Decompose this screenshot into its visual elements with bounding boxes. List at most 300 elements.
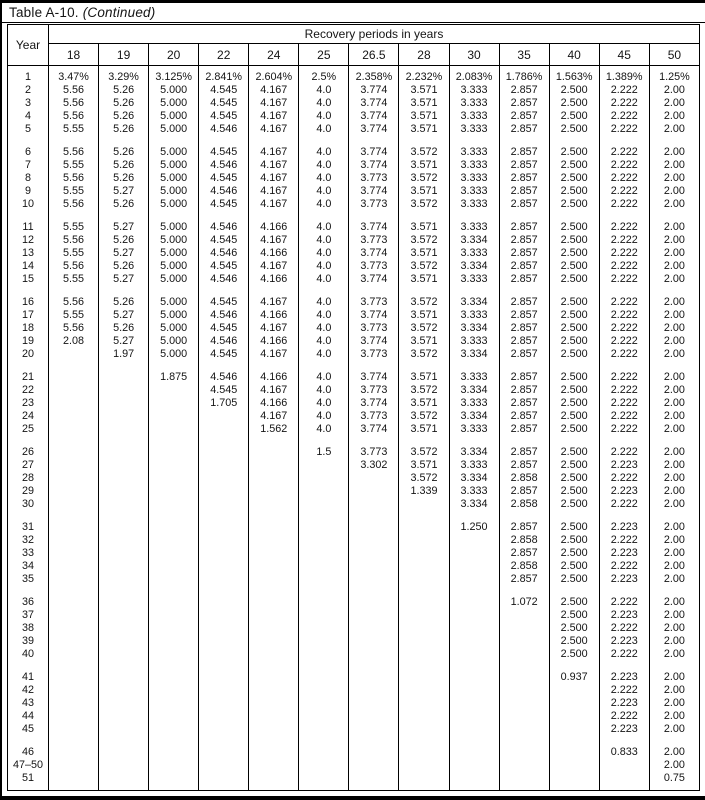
rate-cell: 3.125% [149,71,199,84]
rate-cell: 5.000 [149,146,199,159]
table-row [8,547,700,560]
table-row [8,335,700,348]
rate-cell [399,560,449,573]
rate-cell: 2.00 [649,596,699,609]
spacer-cell [549,511,599,521]
rate-cell: 0.833 [599,746,649,759]
rate-cell: 2.00 [649,273,699,286]
rate-cell: 4.166 [249,309,299,322]
year-cell: 19 [8,335,49,348]
page-top-rule [0,0,705,3]
rate-cell: 2.00 [649,498,699,511]
page-bottom-rule [0,796,705,800]
year-cell: 13 [8,247,49,260]
rate-cell: 4.167 [249,185,299,198]
rate-cell: 2.222 [599,397,649,410]
rate-cell [449,609,499,622]
rate-cell [149,560,199,573]
rate-cell [449,671,499,684]
rate-cell: 4.0 [299,247,349,260]
rate-cell: 5.000 [149,110,199,123]
rate-cell: 5.56 [49,296,99,309]
rate-cell: 5.000 [149,234,199,247]
table-row [8,185,700,198]
spacer-cell [299,436,349,446]
rate-cell: 2.857 [499,198,549,211]
rate-cell [299,521,349,534]
rate-cell: 2.222 [599,534,649,547]
rate-cell [249,560,299,573]
spacer-cell [649,661,699,671]
rate-cell: 2.857 [499,309,549,322]
rate-cell [49,746,99,759]
rate-cell: 3.333 [449,146,499,159]
rate-cell [49,648,99,661]
spacer-cell [8,785,49,791]
rate-cell [299,635,349,648]
column-header: 24 [249,44,299,66]
rate-cell [99,384,149,397]
rate-cell: 4.167 [249,348,299,361]
rate-cell [199,521,249,534]
rate-cell [549,697,599,710]
rate-cell: 3.334 [449,296,499,309]
rate-cell: 5.27 [99,185,149,198]
spacer-cell [8,661,49,671]
rate-cell: 2.500 [549,172,599,185]
rate-cell [149,609,199,622]
rate-cell [349,521,399,534]
rate-cell [99,671,149,684]
rate-cell: 2.00 [649,296,699,309]
rate-cell [299,472,349,485]
rate-cell: 2.857 [499,410,549,423]
rate-cell: 2.00 [649,97,699,110]
rate-cell [299,671,349,684]
rate-cell: 2.222 [599,622,649,635]
rate-cell: 3.333 [449,185,499,198]
rate-cell: 2.858 [499,560,549,573]
spacer-cell [599,511,649,521]
rate-cell [549,710,599,723]
table-row [8,560,700,573]
rate-cell: 2.500 [549,397,599,410]
rate-cell [199,710,249,723]
rate-cell: 4.545 [199,84,249,97]
rate-cell: 2.857 [499,221,549,234]
rate-cell: 5.000 [149,172,199,185]
rate-cell: 2.500 [549,384,599,397]
rate-cell: 2.00 [649,247,699,260]
rate-cell [449,534,499,547]
rate-cell [299,723,349,736]
rate-cell: 4.0 [299,371,349,384]
rate-cell [399,697,449,710]
rate-cell: 5.55 [49,123,99,136]
rate-cell: 3.773 [349,322,399,335]
rate-cell: 3.571 [399,84,449,97]
table-row [8,309,700,322]
rate-cell [49,622,99,635]
table-header [8,25,700,66]
rate-cell: 2.00 [649,459,699,472]
rate-cell: 5.26 [99,322,149,335]
rate-cell: 2.857 [499,371,549,384]
rate-cell: 3.334 [449,498,499,511]
rate-cell: 5.26 [99,296,149,309]
rate-cell: 2.500 [549,260,599,273]
spacer-cell [8,736,49,746]
year-cell: 16 [8,296,49,309]
rate-cell: 2.00 [649,397,699,410]
rate-cell: 2.00 [649,759,699,772]
rate-cell: 5.27 [99,309,149,322]
rate-cell: 2.222 [599,123,649,136]
spacer-cell [249,661,299,671]
spacer-cell [449,661,499,671]
rate-cell [49,560,99,573]
rate-cell [49,759,99,772]
rate-cell: 3.571 [399,309,449,322]
rate-cell: 3.774 [349,110,399,123]
rate-cell: 3.571 [399,123,449,136]
rate-cell: 3.571 [399,159,449,172]
rate-cell [149,485,199,498]
table-row [8,322,700,335]
spacer-cell [299,511,349,521]
rate-cell: 2.00 [649,110,699,123]
spacer-cell [549,136,599,146]
rate-cell [499,746,549,759]
spacer-cell [99,736,149,746]
rate-cell [149,423,199,436]
spacer-cell [399,136,449,146]
rate-cell: 1.562 [249,423,299,436]
year-cell: 14 [8,260,49,273]
spacer-cell [499,136,549,146]
rate-cell: 3.333 [449,123,499,136]
rate-cell [249,446,299,459]
spacer-cell [49,361,99,371]
group-spacer [8,785,700,791]
spacer-cell [599,361,649,371]
rate-cell [299,498,349,511]
rate-cell [199,423,249,436]
year-cell: 18 [8,322,49,335]
rate-cell: 4.0 [299,260,349,273]
year-cell: 44 [8,710,49,723]
rate-cell: 5.26 [99,97,149,110]
table-row [8,746,700,759]
rate-cell [249,547,299,560]
rate-cell: 3.47% [49,71,99,84]
rate-cell [299,710,349,723]
rate-cell [349,485,399,498]
table-title: Table A-10. (Continued) [9,5,156,20]
rate-cell [49,723,99,736]
year-cell: 32 [8,534,49,547]
rate-cell [99,371,149,384]
rate-cell [249,648,299,661]
rate-cell: 2.222 [599,648,649,661]
rate-cell: 4.167 [249,146,299,159]
rate-cell: 2.500 [549,146,599,159]
rate-cell: 2.857 [499,84,549,97]
rate-cell [99,498,149,511]
spacer-cell [499,361,549,371]
spacer-cell [649,736,699,746]
rate-cell: 2.08 [49,335,99,348]
rate-cell: 2.222 [599,221,649,234]
rate-cell: 2.857 [499,348,549,361]
group-spacer [8,436,700,446]
rate-cell [49,534,99,547]
group-spacer [8,211,700,221]
year-cell: 17 [8,309,49,322]
rate-cell: 2.500 [549,472,599,485]
rate-cell [349,635,399,648]
rate-cell: 2.00 [649,234,699,247]
rate-cell: 2.858 [499,498,549,511]
rate-cell: 2.841% [199,71,249,84]
spacer-cell [549,785,599,791]
rate-cell [49,459,99,472]
rate-cell [499,671,549,684]
rate-cell: 2.857 [499,384,549,397]
rate-cell: 3.572 [399,146,449,159]
rate-cell: 1.875 [149,371,199,384]
rate-cell: 2.00 [649,159,699,172]
rate-cell: 4.166 [249,371,299,384]
rate-cell: 4.166 [249,221,299,234]
year-cell: 37 [8,609,49,622]
spacer-cell [149,136,199,146]
rate-cell [99,573,149,586]
spacer-cell [449,361,499,371]
spacer-cell [349,136,399,146]
rate-cell: 2.00 [649,123,699,136]
rate-cell [49,547,99,560]
rate-cell [499,759,549,772]
rate-cell [199,648,249,661]
spacer-cell [549,736,599,746]
rate-cell [399,596,449,609]
rate-cell [249,534,299,547]
rate-cell [149,671,199,684]
spacer-cell [499,785,549,791]
rate-cell: 3.774 [349,146,399,159]
spacer-cell [299,211,349,221]
rate-cell [149,573,199,586]
rate-cell: 2.500 [549,371,599,384]
rate-cell: 3.774 [349,97,399,110]
rate-cell [199,596,249,609]
table-row [8,697,700,710]
rate-cell: 5.27 [99,221,149,234]
rate-cell [499,684,549,697]
rate-cell: 2.00 [649,521,699,534]
rate-cell [249,609,299,622]
rate-cell: 2.857 [499,234,549,247]
spacer-cell [149,286,199,296]
rate-cell: 3.572 [399,322,449,335]
rate-cell [249,723,299,736]
year-cell: 8 [8,172,49,185]
header-columns-row [8,44,700,66]
rate-cell: 2.222 [599,410,649,423]
rate-cell: 3.571 [399,335,449,348]
rate-cell: 2.857 [499,185,549,198]
year-cell: 20 [8,348,49,361]
spacer-cell [8,511,49,521]
rate-cell: 4.546 [199,273,249,286]
rate-cell [449,573,499,586]
table-row [8,446,700,459]
rate-cell: 3.334 [449,384,499,397]
rate-cell: 2.00 [649,472,699,485]
spacer-cell [349,511,399,521]
rate-cell: 2.500 [549,521,599,534]
rate-cell [349,684,399,697]
spacer-cell [149,511,199,521]
rate-cell: 2.500 [549,635,599,648]
rate-cell: 4.166 [249,247,299,260]
rate-cell: 2.222 [599,110,649,123]
rate-cell [349,710,399,723]
rate-cell: 5.000 [149,185,199,198]
rate-cell: 3.571 [399,110,449,123]
table-row [8,97,700,110]
rate-cell: 3.571 [399,459,449,472]
rate-cell: 2.857 [499,423,549,436]
rate-cell: 5.55 [49,309,99,322]
rate-cell [399,772,449,785]
rate-cell: 3.774 [349,185,399,198]
depreciation-table [7,24,700,791]
rate-cell [449,697,499,710]
rate-cell: 1.786% [499,71,549,84]
rate-cell: 3.774 [349,371,399,384]
rate-cell: 2.00 [649,410,699,423]
spacer-cell [199,211,249,221]
header-group-row [8,25,700,44]
rate-cell: 2.00 [649,221,699,234]
spacer-cell [449,736,499,746]
spacer-cell [199,586,249,596]
rate-cell [149,459,199,472]
rate-cell [49,384,99,397]
rate-cell: 2.00 [649,697,699,710]
spacer-cell [99,286,149,296]
rate-cell [449,684,499,697]
year-column-header: Year [8,25,49,66]
rate-cell [49,671,99,684]
rate-cell: 4.0 [299,348,349,361]
table-row [8,772,700,785]
rate-cell [199,671,249,684]
rate-cell: 3.773 [349,198,399,211]
table-row [8,410,700,423]
rate-cell [349,534,399,547]
spacer-cell [249,511,299,521]
rate-cell: 4.545 [199,97,249,110]
rate-cell [99,397,149,410]
rate-cell: 3.572 [399,348,449,361]
rate-cell [99,534,149,547]
rate-cell [199,622,249,635]
table-row [8,635,700,648]
spacer-cell [399,436,449,446]
year-cell: 29 [8,485,49,498]
rate-cell: 4.546 [199,185,249,198]
rate-cell: 3.774 [349,247,399,260]
rate-cell: 2.00 [649,684,699,697]
rate-cell [149,534,199,547]
rate-cell [249,759,299,772]
rate-cell: 2.00 [649,423,699,436]
spacer-cell [599,736,649,746]
table-row [8,146,700,159]
rate-cell [199,472,249,485]
spacer-cell [599,436,649,446]
spacer-cell [49,785,99,791]
rate-cell: 2.222 [599,185,649,198]
rate-cell [399,684,449,697]
rate-cell: 2.00 [649,485,699,498]
spacer-cell [99,361,149,371]
rate-cell: 5.55 [49,221,99,234]
group-spacer [8,586,700,596]
rate-cell: 2.500 [549,221,599,234]
rate-cell: 3.333 [449,247,499,260]
rate-cell [49,609,99,622]
rate-cell: 5.56 [49,146,99,159]
rate-cell: 2.500 [549,560,599,573]
rate-cell: 3.774 [349,309,399,322]
column-header: 26.5 [349,44,399,66]
rate-cell: 2.222 [599,159,649,172]
spacer-cell [449,511,499,521]
rate-cell [199,459,249,472]
rate-cell: 5.56 [49,110,99,123]
rate-cell: 1.250 [449,521,499,534]
rate-cell: 2.00 [649,723,699,736]
table-row [8,260,700,273]
rate-cell: 2.222 [599,322,649,335]
rate-cell: 2.500 [549,459,599,472]
spacer-cell [649,586,699,596]
spacer-cell [299,785,349,791]
rate-cell [449,772,499,785]
rate-cell [199,534,249,547]
spacer-cell [499,511,549,521]
rate-cell: 3.333 [449,273,499,286]
rate-cell: 4.0 [299,410,349,423]
spacer-cell [449,211,499,221]
page-left-rule [0,0,2,800]
rate-cell: 2.223 [599,573,649,586]
spacer-cell [449,586,499,596]
rate-cell: 3.571 [399,97,449,110]
rate-cell: 4.0 [299,110,349,123]
rate-cell: 2.00 [649,573,699,586]
spacer-cell [499,211,549,221]
rate-cell [99,635,149,648]
spacer-cell [399,736,449,746]
rate-cell [249,746,299,759]
rate-cell: 2.223 [599,459,649,472]
year-cell: 43 [8,697,49,710]
